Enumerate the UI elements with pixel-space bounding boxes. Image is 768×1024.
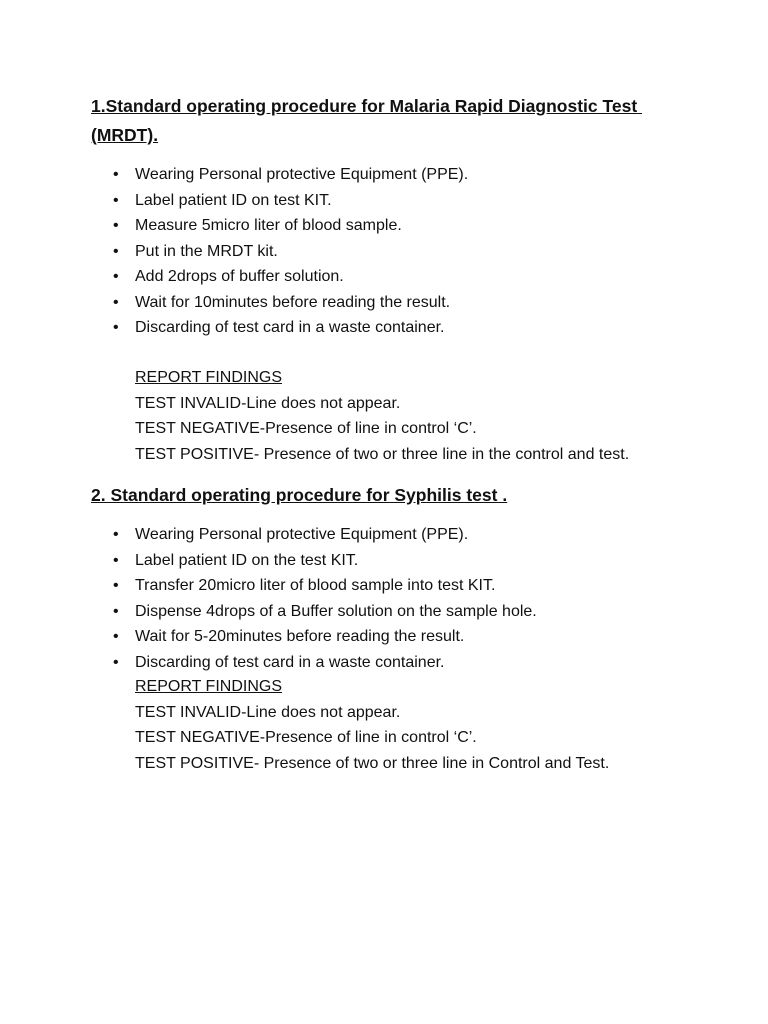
- list-item: • Label patient ID on the test KIT.: [135, 548, 537, 574]
- list-item: • Wait for 5-20minutes before reading the result.: [135, 624, 537, 650]
- section-heading-malaria: 1.Standard operating procedure for Malaria Rapid Diagnostic Test (MRDT).: [91, 96, 643, 145]
- findings-title: REPORT FINDINGS: [135, 678, 282, 695]
- finding-invalid: TEST INVALID-Line does not appear.: [135, 703, 401, 721]
- malaria-report-findings: [135, 365, 629, 467]
- section-heading-syphilis: 2. Standard operating procedure for Syphilis test .: [91, 485, 508, 505]
- finding-invalid: TEST INVALID-Line does not appear.: [135, 394, 401, 412]
- list-item: • Wearing Personal protective Equipment (PPE).: [135, 522, 537, 548]
- findings-title: REPORT FINDINGS: [135, 369, 282, 386]
- list-item: • Dispense 4drops of a Buffer solution on the sample hole.: [135, 599, 537, 625]
- finding-positive: TEST POSITIVE- Presence of two or three line in the control and test.: [135, 445, 630, 463]
- list-item: • Discarding of test card in a waste container.: [135, 650, 537, 676]
- malaria-steps-list: [135, 162, 468, 341]
- list-item: • Add 2drops of buffer solution.: [135, 264, 468, 290]
- list-item: • Discarding of test card in a waste container.: [135, 315, 468, 341]
- finding-negative: TEST NEGATIVE-Presence of line in control ‘C’.: [135, 729, 477, 746]
- finding-positive: TEST POSITIVE- Presence of two or three line in Control and Test.: [135, 754, 610, 772]
- list-item: • Label patient ID on test KIT.: [135, 188, 468, 214]
- list-item: • Measure 5micro liter of blood sample.: [135, 213, 468, 239]
- list-item: • Wearing Personal protective Equipment (PPE).: [135, 162, 468, 188]
- finding-negative: TEST NEGATIVE-Presence of line in control ‘C’.: [135, 420, 477, 437]
- list-item: • Transfer 20micro liter of blood sample into test KIT.: [135, 573, 537, 599]
- syphilis-report-findings: [135, 674, 609, 776]
- list-item: • Wait for 10minutes before reading the result.: [135, 290, 468, 316]
- syphilis-steps-list: [135, 522, 537, 675]
- list-item: • Put in the MRDT kit.: [135, 239, 468, 265]
